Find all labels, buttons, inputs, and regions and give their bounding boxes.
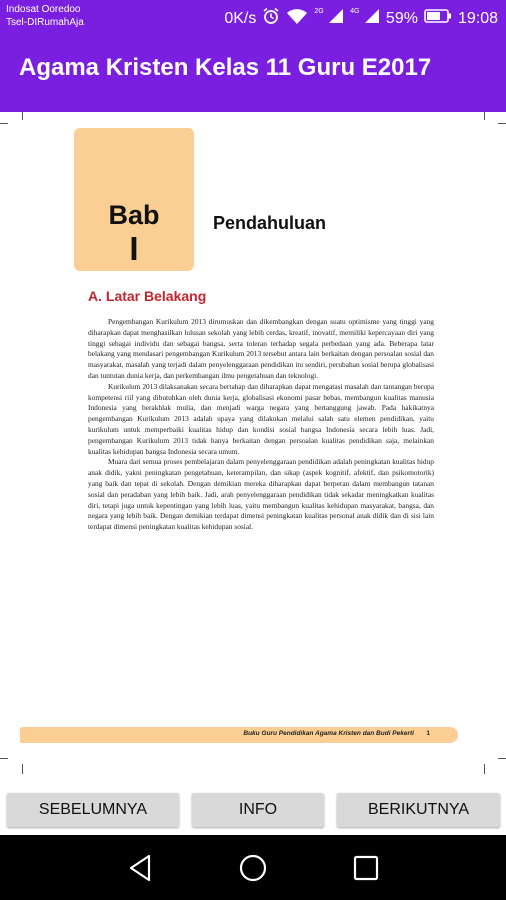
signal-label-4g: 4G bbox=[350, 8, 360, 15]
signal-icon bbox=[314, 8, 344, 29]
home-circle-icon[interactable] bbox=[237, 852, 269, 884]
wifi-icon bbox=[286, 7, 308, 30]
paragraph: Kurikulum 2013 dilaksanakan secara bertahap dan diharapkan dapat mengatasi masalah dan tantangan berupa kompetensi riil yang dibutuhkan oleh dunia kerja, globalisasi ekonomi pasar bebas, membangun kualitas manusia Indonesia yang berakhlak mulia, dan menjadi warga negara yang bertanggung jawab. Pada hakikatnya pengembangan Kurikulum 2013 adalah upaya yang dilakukan melalui salah satu elemen pendidikan, yaitu kurikulum untuk memperbaiki kualitas hidup dan kondisi sosial bangsa Indonesia secara lebih luas. Jadi, pengembangan Kurikulum 2013 tidak hanya berkaitan dengan persoalan kualitas pendidikan saja, melainkan kualitas kehidupan bangsa Indonesia secara umum. bbox=[88, 381, 434, 456]
crop-mark bbox=[498, 758, 506, 759]
network-speed: 0K/s bbox=[224, 9, 257, 27]
navigation-buttons bbox=[0, 780, 506, 835]
chapter-badge-number: I bbox=[129, 230, 139, 267]
crop-mark bbox=[22, 112, 23, 120]
body-text bbox=[88, 317, 434, 533]
crop-mark bbox=[498, 123, 506, 124]
carrier-line-2: Tsel-DIRumahAja bbox=[6, 17, 84, 28]
signal-label-2g: 2G bbox=[314, 8, 324, 15]
crop-mark bbox=[22, 764, 23, 774]
battery-icon bbox=[424, 9, 452, 28]
footer-book-title: Buku Guru Pendidikan Agama Kristen dan Budi Pekerti bbox=[243, 730, 414, 737]
page-footer bbox=[20, 727, 458, 743]
paragraph: Muara dari semua proses pembelajaran dalam penyelenggaraan pendidikan adalah peningkatan kualitas hidup anak didik, yakni peningkatan pengetahuan, keterampilan, dan sikap (aspek kognitif, afektif, dan psikomotorik) yang baik dan tepat di sekolah. Dengan demikian mereka diharapkan dapat berperan dalam membangun tatanan sosial dan peradaban yang lebih baik. Jadi, arah penyelenggaraan pendidikan tidak sekadar meningkatkan kualitas diri, tetapi juga untuk kepentingan yang lebih luas, yaitu membangun kualitas kehidupan masyarakat, bangsa, dan negara yang lebih baik. Dengan demikian terdapat dimensi peningkatan kualitas personal anak didik dan di sisi lain terdapat dimensi peningkatan kualitas kehidupan sosial. bbox=[88, 457, 434, 532]
battery-percent: 59% bbox=[385, 9, 418, 27]
system-navigation-bar bbox=[0, 835, 506, 900]
carrier-info bbox=[6, 3, 84, 29]
next-button[interactable]: BERIKUTNYA bbox=[337, 793, 500, 827]
book-page[interactable] bbox=[0, 112, 506, 780]
alarm-icon bbox=[262, 7, 280, 30]
chapter-badge bbox=[74, 128, 194, 271]
footer-page-number: 1 bbox=[426, 730, 430, 737]
carrier-line-1: Indosat Ooredoo bbox=[6, 4, 81, 15]
previous-button[interactable]: SEBELUMNYA bbox=[7, 793, 179, 827]
paragraph: Pengembangan Kurikulum 2013 dirumuskan dan dikembangkan dengan suatu optimisme yang tinggi yang diharapkan dapat menghasilkan lulusan sekolah yang lebih cerdas, kreatif, inovatif, memiliki kepercayaan diri yang tinggi sebagai individu dan sebagai bangsa, serta toleran terhadap segala perbedaan yang ada. Beberapa latar belakang yang mendasari pengembangan Kurikulum 2013 tersebut antara lain berkaitan dengan persoalan sosial dan masyarakat, masalah yang terjadi dalam penyelenggaraan pendidikan itu sendiri, perubahan sosial berupa globalisasi dan tuntutan dunia kerja, dan perkembangan ilmu pengetahuan dan teknologi. bbox=[88, 317, 434, 380]
signal-icon-secondary bbox=[350, 8, 380, 29]
status-bar bbox=[0, 0, 506, 34]
chapter-title: Pendahuluan bbox=[213, 213, 327, 233]
crop-mark bbox=[484, 112, 485, 120]
crop-mark bbox=[484, 764, 485, 774]
clock: 19:08 bbox=[457, 9, 498, 27]
crop-mark bbox=[0, 758, 8, 759]
info-button[interactable]: INFO bbox=[192, 793, 324, 827]
chapter-badge-word: Bab bbox=[108, 200, 160, 230]
back-triangle-icon[interactable] bbox=[125, 852, 157, 884]
recents-square-icon[interactable] bbox=[350, 852, 382, 884]
section-heading: A. Latar Belakang bbox=[88, 288, 207, 304]
app-bar bbox=[0, 34, 506, 112]
crop-mark bbox=[0, 123, 8, 124]
status-icons bbox=[224, 7, 498, 30]
app-title: Agama Kristen Kelas 11 Guru E2017 bbox=[19, 54, 432, 81]
